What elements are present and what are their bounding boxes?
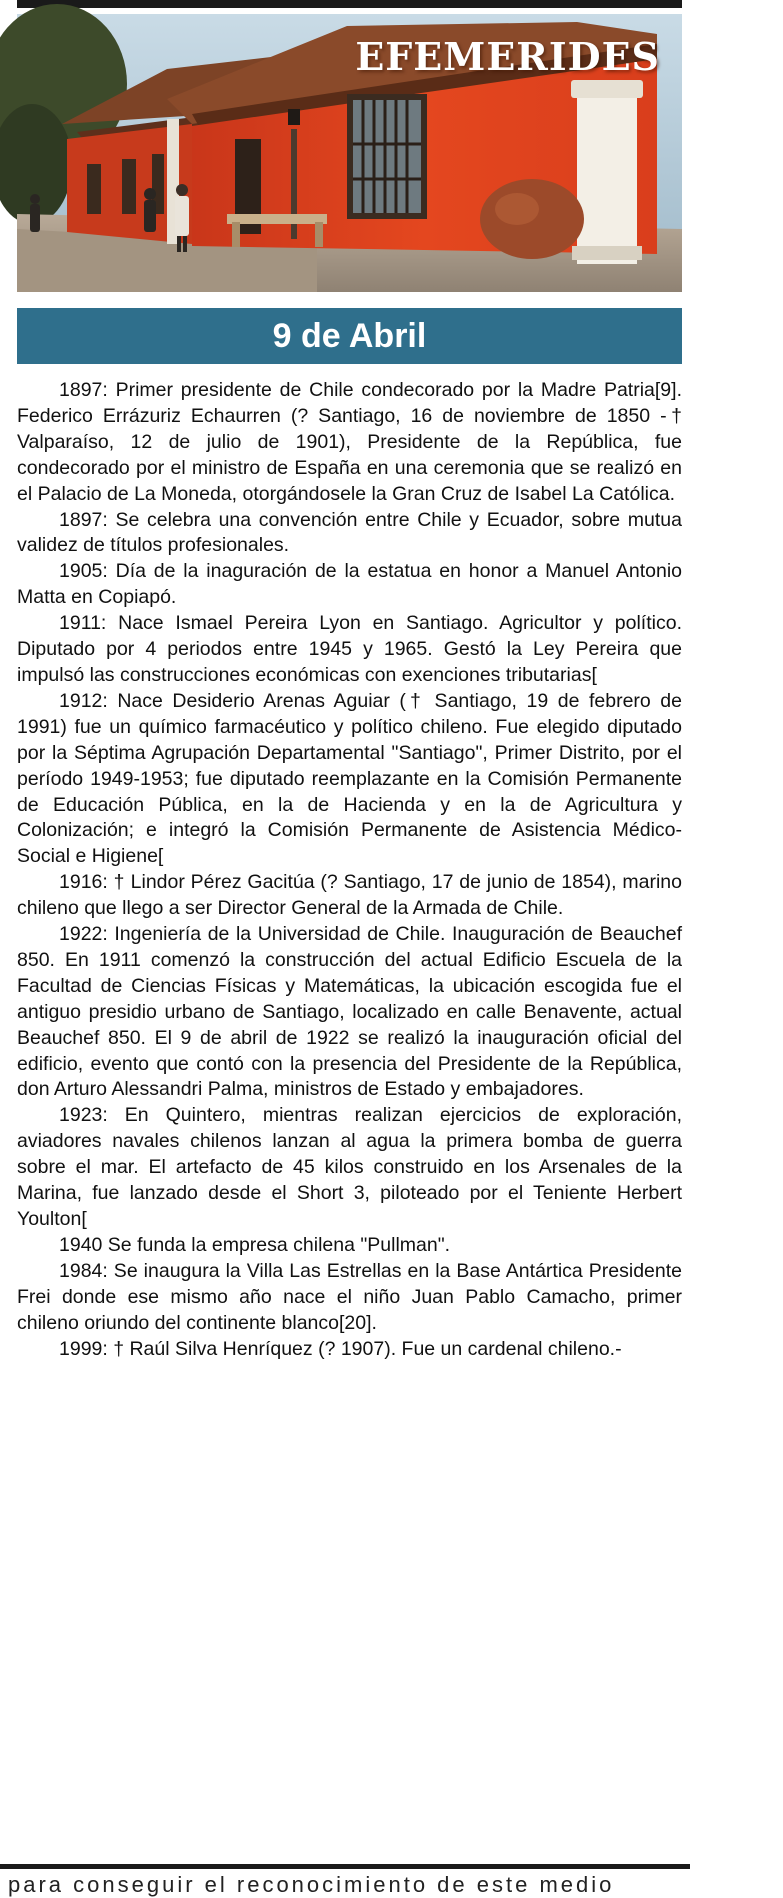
- ephemerides-article: [17, 378, 682, 1362]
- cut-off-text-line: para conseguir el reconocimiento de este medio: [8, 1872, 615, 1897]
- entry-paragraph: 1916: † Lindor Pérez Gacitúa (? Santiago, 17 de junio de 1854), marino chileno que llego a ser Director General de la Armada de Chile.: [17, 871, 682, 920]
- entry-paragraph: 1911: Nace Ismael Pereira Lyon en Santiago. Agricultor y político. Diputado por 4 periodos entre 1945 y 1965. Gestó la Ley Pereira que impulsó las construcciones económicas con exenciones tributarias[: [17, 612, 682, 686]
- entry-paragraph: 1897: Se celebra una convención entre Chile y Ecuador, sobre mutua validez de títulos profesionales.: [17, 508, 682, 557]
- entry-paragraph: 1912: Nace Desiderio Arenas Aguiar († Santiago, 19 de febrero de 1991) fue un químico farmacéutico y político chileno. Fue elegido diputado por la Séptima Agrupación Departamental "Santiago", Primer Distrito, por el período 1949-1953; fue diputado reemplazante en la Comisión Permanente de Educación Pública, en la de Hacienda y en la de Agricultura y Colonización; e integró la Comisión Permanente de Asistencia Médico-Social e Higiene[: [17, 689, 682, 868]
- header-photo: [17, 14, 682, 292]
- entry-paragraph: 1999: † Raúl Silva Henríquez (? 1907). Fue un cardenal chileno.-: [59, 1337, 622, 1360]
- section-title: EFEMERIDES: [355, 34, 660, 79]
- entry-paragraph: 1923: En Quintero, mientras realizan ejercicios de exploración, aviadores navales chilenos lanzan al agua la primera bomba de guerra sobre el mar. El artefacto de 45 kilos construido en los Arsenales de la Marina, fue lanzado desde el Short 3, piloteado por el Teniente Herbert Youlton[: [17, 1104, 682, 1230]
- bottom-rule: [0, 1864, 690, 1869]
- entry-paragraph: 1984: Se inaugura la Villa Las Estrellas en la Base Antártica Presidente Frei donde ese mismo año nace el niño Juan Pablo Camacho, primer chileno oriundo del continente blanco[20].: [17, 1259, 682, 1334]
- entry-paragraph: 1940 Se funda la empresa chilena "Pullman".: [59, 1233, 451, 1256]
- entry-paragraph: 1922: Ingeniería de la Universidad de Chile. Inauguración de Beauchef 850. En 1911 comenzó la construcción del actual Edificio Escuela de la Facultad de Ciencias Físicas y Matemáticas, la ubicación escogida fue el antiguo presidio urbano de Santiago, localizado en calle Benavente, actual Beauchef 850. El 9 de abril de 1922 se realizó la inauguración oficial del edificio, evento que contó con la presencia del Presidente de la República, don Arturo Alessandri Palma, ministros de Estado y embajadores.: [17, 923, 682, 1101]
- top-rule: [17, 0, 682, 8]
- entry-paragraph: 1897: Primer presidente de Chile condecorado por la Madre Patria[9]. Federico Errázuriz Echaurren (? Santiago, 16 de noviembre de 1850 -† Valparaíso, 12 de julio de 1901), Presidente de la República, fue condecorado por el ministro de España en una ceremonia que se realizó en el Palacio de La Moneda, otorgándosele la Gran Cruz de Isabel La Católica.: [17, 379, 682, 505]
- bottom-band: [0, 1864, 783, 1897]
- entry-paragraph: 1905: Día de la inaguración de la estatua en honor a Manuel Antonio Matta en Copiapó.: [17, 560, 682, 609]
- date-banner: 9 de Abril: [17, 308, 682, 364]
